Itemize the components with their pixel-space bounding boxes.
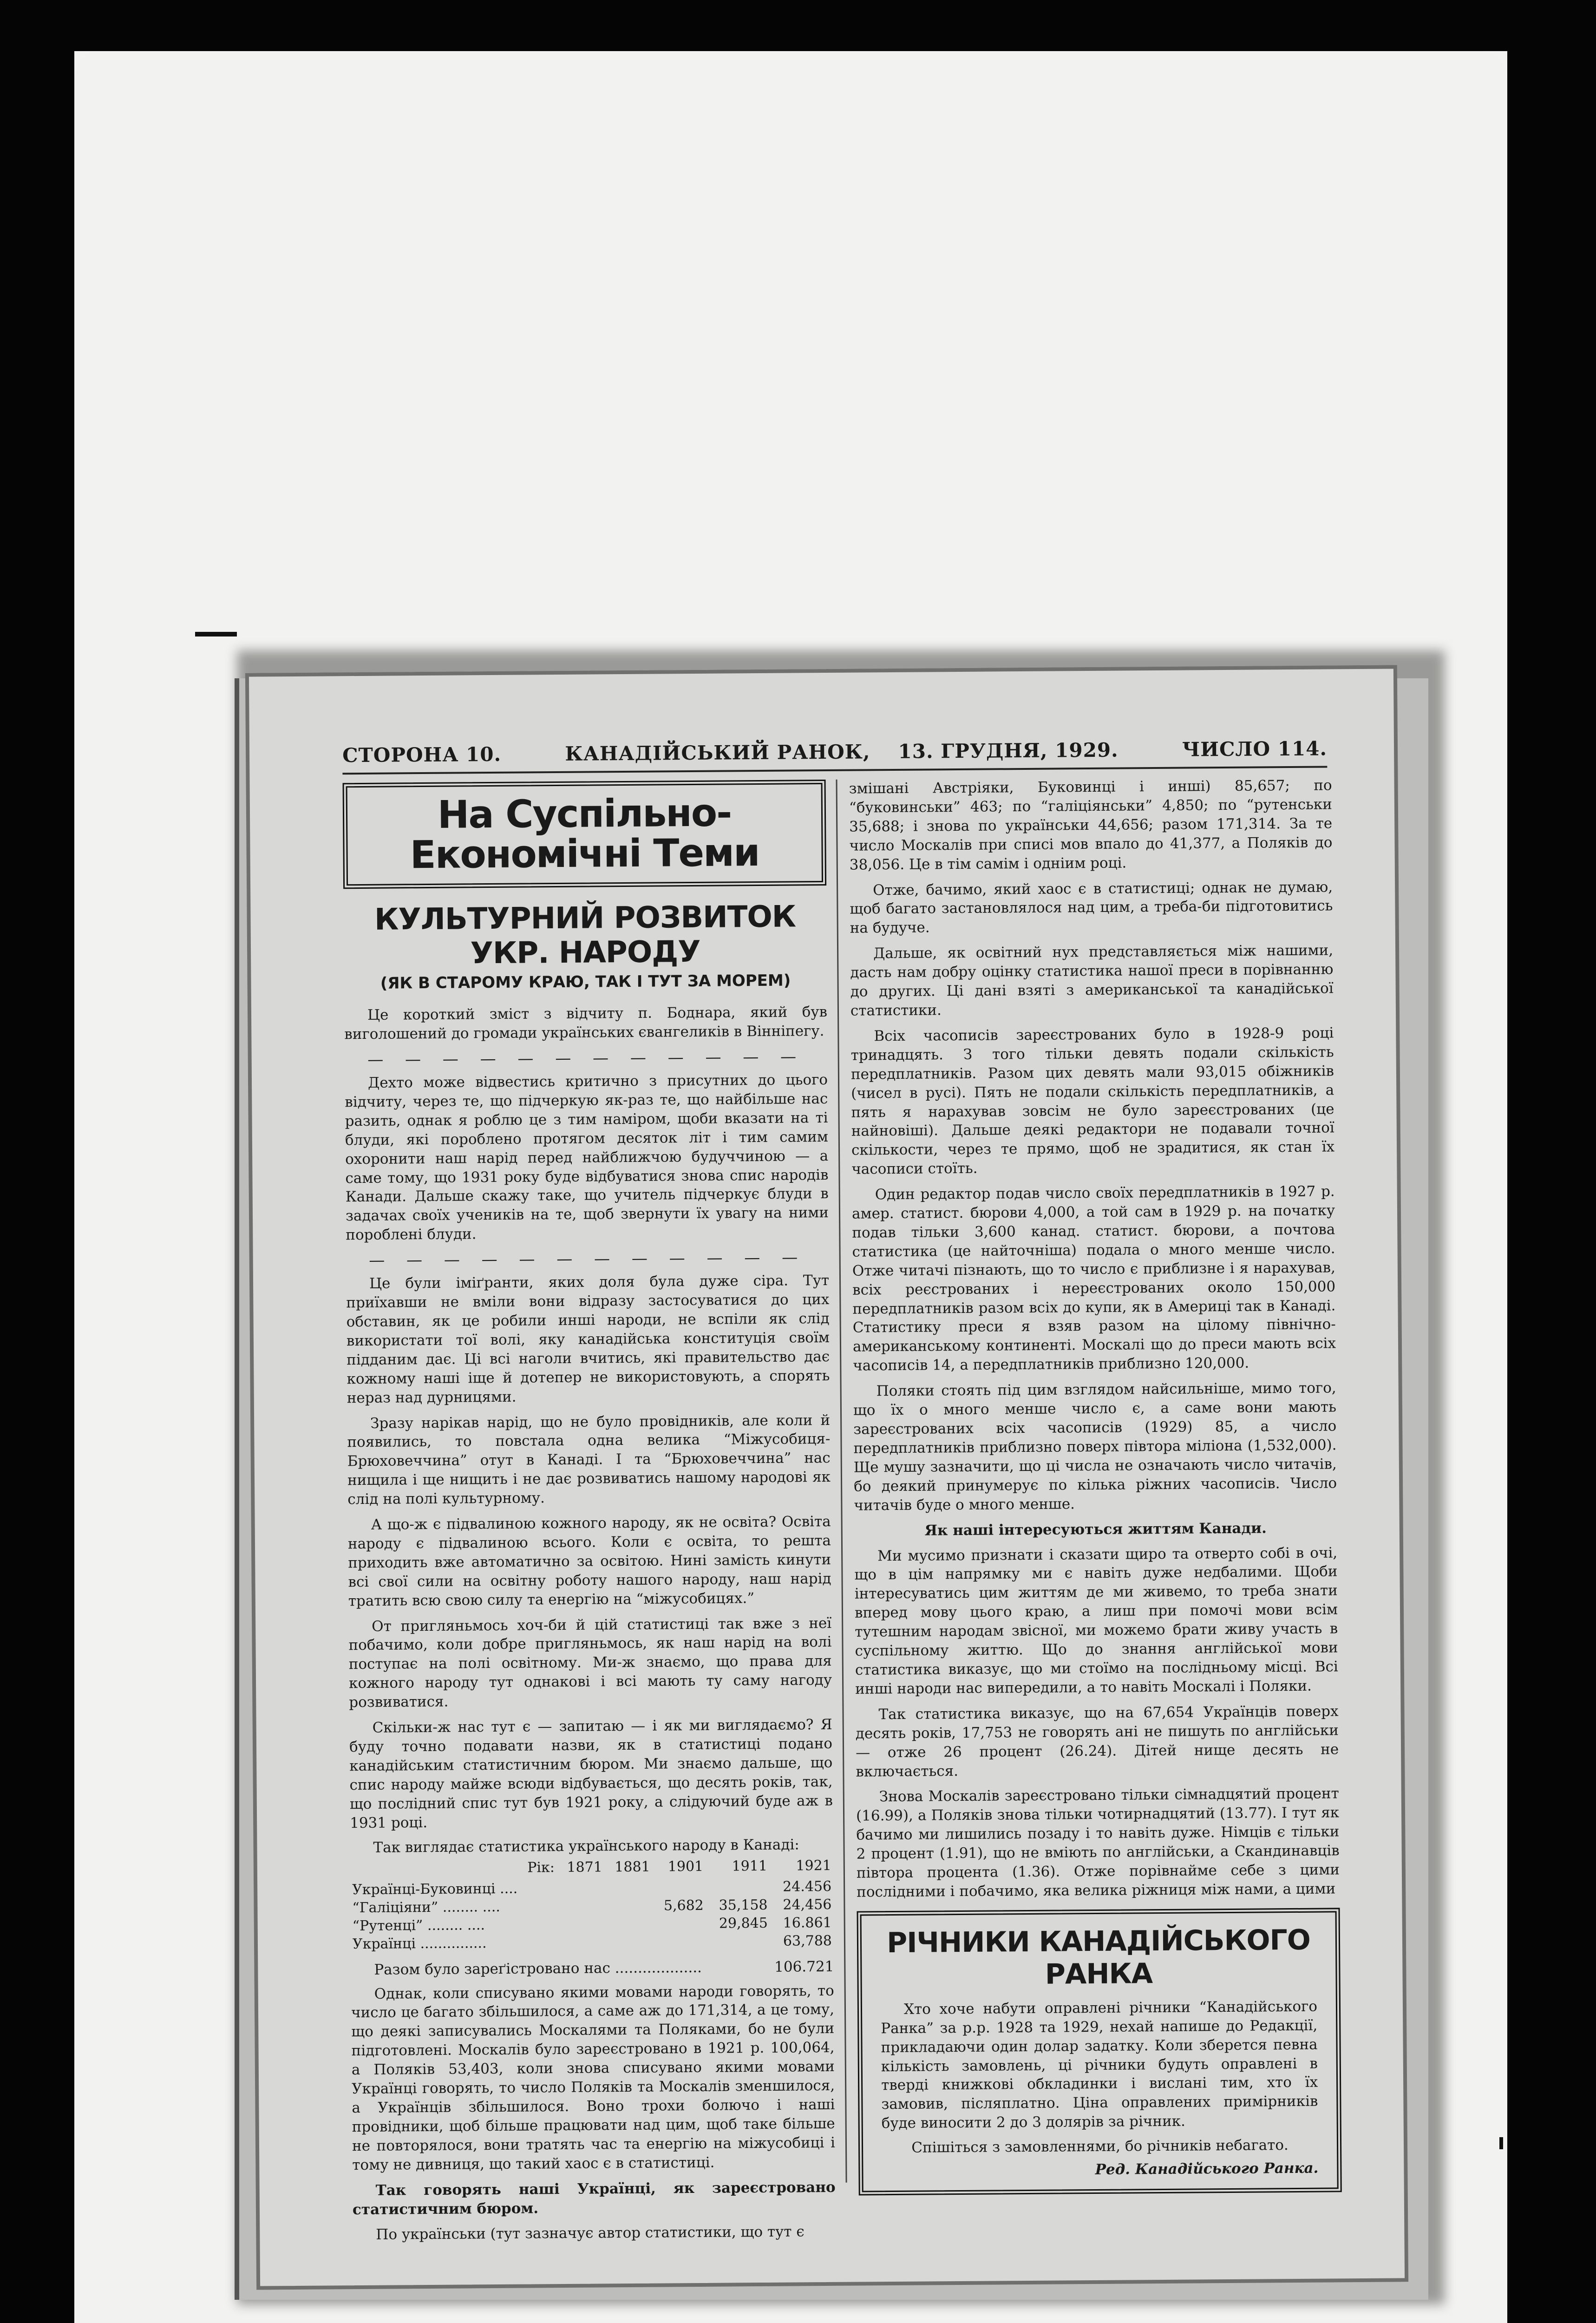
statistics-row xyxy=(351,1931,834,1953)
article-paragraph: А що-ж є підвалиною кожного народу, як не освіта? Освіта народу є підвалиною всього. Коли є освіта, то решта приходить вже автоматично за освітою. Нині замість кинути всі свої сили на освітну роботу нашого народу, наш нарід тратить всю свою силу та енергію на “міжусобицях.” xyxy=(347,1513,831,1609)
stat-cell xyxy=(604,1896,652,1915)
stat-cell: 16.861 xyxy=(783,1914,832,1931)
article-title: КУЛЬТУРНИЙ РОЗВИТОК УКР. НАРОДУ xyxy=(374,899,796,971)
row-label: “Рутенці” ........ .... xyxy=(352,1916,485,1934)
article-paragraph: Поляки стоять під цим взглядом найсильніше, мимо того, що їх о много менше число є, а саме вони мають зареєстрованих всіх часописів (1929) 85, а число передплатників приблизно поверх півтора міліона (1,532,000). Ще мушу зазначити, що ці числа не означають число читачів, бо деякий принумерує по кілька ріжних часописів. Число читачів буде о много менше. xyxy=(853,1379,1337,1514)
article-paragraph: Один редактор подав число своїх передплатників в 1927 р. амер. статист. бюрови 4,000, а той сам в 1929 р. на початку подав тільки 3,600 канад. статист. бюрови, а почтова статистика (це найточніша) подала о много менше число. Отже читачі пізнають, що то число є приблизне і я нарахував, всіх реєстрованих і нереєстрованих около 150,000 передплатників разом всіх до купи, як в Америці так в Канаді. Статистику преси я взяв разом на цілому північно-американському континенті. Москалі що до преси мають всіх часописів 14, а передплатників приблизно 120,000. xyxy=(851,1183,1336,1374)
statistics-total xyxy=(351,1958,834,1978)
statistics-caption: Так виглядає статистика українського народу в Канаді: xyxy=(373,1836,799,1856)
issue-number: ЧИСЛО 114. xyxy=(1182,736,1328,761)
ad-title: РІЧНИКИ КАНАДІЙСЬКОГО РАНКА xyxy=(886,1923,1310,1991)
year-cell: 1911 xyxy=(732,1857,768,1874)
year-cell: 1921 xyxy=(796,1857,831,1874)
advertisement-box xyxy=(857,1908,1342,2196)
stat-cell xyxy=(652,1914,706,1933)
article-paragraph: По українськи (тут зазначує автор статистики, що тут є xyxy=(376,2223,805,2244)
year-cell: 1901 xyxy=(667,1858,704,1875)
article-paragraph: Всіх часописів зареєстрованих було в 1928-9 році тринадцять. З того тільки девять подали скількість передплатників. Разом цих девять мали 93,015 обіжників (чисел в русі). Пять не подали скількість передплатників, а пять я нарахував зовсім не було зареєстрованих (це найновіші). Дальше деякі редактори не подавали точної скількости, через те прямо, щоб не зрадитися, як стан їх часописи стоїть. xyxy=(850,1024,1335,1178)
stat-cell xyxy=(604,1878,652,1897)
article-paragraph: От пригляньмось хоч-би й цій статистиці так вже з неї побачимо, коли добре пригляньмось, як наш нарід на волі поступає на полі освітному. Ми-ж знаємо, що права для кожного народу тут однакові і всі мають ту саму нагоду розвиватися. xyxy=(348,1614,832,1711)
stat-cell xyxy=(557,1933,605,1952)
divider-dashes: — — — — — — — — — — — — xyxy=(369,1248,806,1270)
article-paragraph: Дехто може відвестись критично з присутних до цього відчиту, через те, що підчеркую як-раз те, що найбільше нас разить, однак я роблю це з тим наміром, щоби вказати на ті блуди, які пороблено протягом десяток літ і тим самим охоронити наш нарід перед найближчою будуччиною — а саме тому, що 1931 року буде відбуватися знова спис народів Канади. Дальше скажу таке, що учитель підчеркує блуди в задачах своїх учеників на те, щоб звернути їх увагу на ними пороблені блуди. xyxy=(345,1071,829,1244)
statistics-header-row xyxy=(350,1856,833,1880)
article-subtitle: (ЯК В СТАРОМУ КРАЮ, ТАК І ТУТ ЗА МОРЕМ) xyxy=(380,971,791,993)
article-paragraph: Це були іміґранти, яких доля була дуже сіра. Тут приїхавши не вміли вони відразу застосуватися до цих обставин, як це робили инші народи, не вспіли як слід використати тої волі, яку канадійська конституція своїм підданим дає. Ці всі наголи вчитись, які правительство дає кожному наші іще й дотепер не використовують, а спорять нераз над дурницями. xyxy=(346,1272,830,1406)
newspaper-name: КАНАДІЙСЬКИЙ РАНОК, xyxy=(565,740,870,765)
row-label: “Галіціяни” ........ .... xyxy=(352,1898,500,1916)
stat-cell: 29,845 xyxy=(719,1915,768,1932)
stat-cell xyxy=(653,1932,706,1951)
stat-cell xyxy=(556,1879,604,1897)
stat-cell xyxy=(605,1933,653,1951)
stat-cell xyxy=(605,1915,653,1933)
page-number: СТОРОНА 10. xyxy=(342,742,502,767)
statistics-table xyxy=(350,1856,834,1953)
left-column xyxy=(343,780,836,2251)
article-paragraph: Дальше, як освітний нух представляється між нашими, дасть нам добру оцінку статистика нашої преси в порівнанню до других. Ці дані взяті з американської та канадійської статистики. xyxy=(850,942,1334,1019)
film-mark xyxy=(1499,2137,1503,2149)
stat-cell xyxy=(705,1877,769,1896)
stat-cell xyxy=(706,1932,770,1950)
article-paragraph: Так говорять наші Українці, як зареєстровано статистичним бюром. xyxy=(352,2179,836,2218)
ad-signature: Ред. Канадійського Ранка. xyxy=(1095,2159,1319,2179)
stat-cell: 24.456 xyxy=(783,1878,832,1895)
article-paragraph: змішані Австріяки, Буковинці і инші) 85,657; по “буковинськи” 463; по “галіціянськи” 4,850; по “рутенськи 35,688; і знова по українськи 44,656; разом 171,314. За те число Москалів при списі мов впало до 41,377, а Поляків до 38,056. Це в тім самім і одніим році. xyxy=(849,777,1333,873)
column-rule xyxy=(836,780,847,2183)
stat-cell xyxy=(557,1915,605,1934)
newspaper-page xyxy=(245,665,1408,2290)
stat-cell: 5,682 xyxy=(663,1897,704,1914)
divider-dashes: — — — — — — — — — — — — xyxy=(367,1047,805,1069)
year-cell: 1871 xyxy=(567,1858,602,1876)
stat-cell: 35,158 xyxy=(719,1896,768,1914)
article-paragraph: Однак, коли списувано якими мовами народи говорять, то число це багато збільшилося, а саме аж до 171,314, а це тому, що деякі записувались Москалями та Поляками, бо не були підготовлені. Москалів було зареєстровано в 1921 р. 100,064, а Поляків 53,403, коли знова списувано якими мовами Українці говорять, то число Поляків та Москалів зменшилося, а Українців збільшилося. Вoно трохи болючо і наші провідники, щоб більше працювати над цим, щоб таке більше не повторялося, вони тратять час та енергію на міжусобиці і тому не дивниця, що такий хаос є в статистиці. xyxy=(351,1982,836,2173)
stat-cell xyxy=(652,1878,706,1896)
article-paragraph: Отже, бачимо, який хаос є в статистиці; однак не думаю, щоб багато застановлялося над цим, а треба-би підготовитись на будуче. xyxy=(850,878,1333,937)
section-title: На Суспільно-Економічні Теми xyxy=(343,780,827,889)
total-label: Разом було зареґістровано нас ................... xyxy=(374,1959,702,1978)
stat-cell xyxy=(556,1897,604,1916)
issue-date: 13. ГРУДНЯ, 1929. xyxy=(898,738,1119,763)
stat-cell: 24,456 xyxy=(783,1896,832,1913)
stat-cell: 63,788 xyxy=(783,1932,832,1949)
row-label: Українці-Буковинці .... xyxy=(352,1880,518,1898)
article-subheading: Як наші інтересуються життям Канади. xyxy=(924,1519,1267,1539)
page-header xyxy=(342,734,1327,774)
ad-body: Хто хоче набути оправлені річники “Канадійського Ранка” за р.р. 1928 та 1929, нехай напише до Редакції, прикладаючи один долар задатку. Коли зберется певна кількість замовлень, ці річники будуть оправлені в тверді книжкові обкладинки і вислані тим, хто їх замовив, післяплатно. Ціна оправлених примірників буде виносити 2 до 3 долярів за річник. xyxy=(881,1998,1318,2132)
article-paragraph: Ми мусимо признати і сказати щиро та отверто собі в очі, що в цім напрямку ми є навіть дуже недбалими. Щоби інтересуватись цим життям де ми живемо, то треба знати вперед мову цього краю, а лиш при помочі мови всім тутешним народам звісної, ми можемо брати живу участь в суспільному життю. Що до знання англійської мови статистика виказує, що ми стоїмо на послідньому місці. Всі инші народи нас випередили, а то навіть Москалі і Поляки. xyxy=(854,1544,1338,1698)
article-paragraph: Зразу нарікав нарід, що не було провідників, але коли й появились, то повстала одна велика “Міжусобиця-Брюховеччина” отут в Канаді. І та “Брюховеччина” нас нищила і ще нищить і не дає розвиватись нашому народові як слід на полі культурному. xyxy=(347,1411,831,1508)
ad-order-note: Спішіться з замовленнями, бо річників небагато. xyxy=(911,2137,1289,2156)
article-paragraph: Знова Москалів зареєстровано тільки сімнадцятий процент (16.99), а Поляків знова тільки чотирнадцятий (13.77). І тут як бачимо ми лишились позаду і то навіть дуже. Німців є тільки 2 процент (1.91), що не вміють по англійськи, а Скандинавців півтора процента (1.36). Отже порівнайме себе з цими послідними і побачимо, яка велика ріжниця між нами, а цими xyxy=(856,1785,1340,1901)
year-cell: 1881 xyxy=(615,1858,650,1875)
article-intro: Це короткий зміст з відчиту п. Боднара, який був виголошений до громади українських євангеликів в Вінніпегу. xyxy=(344,1004,828,1043)
article-paragraph: Скільки-ж нас тут є — запитаю — і як ми виглядаємо? Я буду точно подавати назви, як в статистиці подано канадійським статистичним бюром. Ми знаємо дальше, що спис народу майже всюди відбувається, що десять років, так, що послідний спис тут був 1921 року, а слідуючий буде аж в 1931 році. xyxy=(349,1716,833,1831)
total-value: 106.721 xyxy=(774,1958,834,1975)
film-scratch xyxy=(195,632,237,637)
article-paragraph: Так статистика виказує, що на 67,654 Українців поверх десять років, 17,753 не говорять ані не пишуть по англійськи — отже 26 процент (26.24). Дітей нище десять не включається. xyxy=(855,1703,1339,1780)
right-column xyxy=(849,776,1342,2195)
row-label: Українці ............... xyxy=(352,1935,487,1952)
year-label: Рік: xyxy=(527,1859,555,1876)
